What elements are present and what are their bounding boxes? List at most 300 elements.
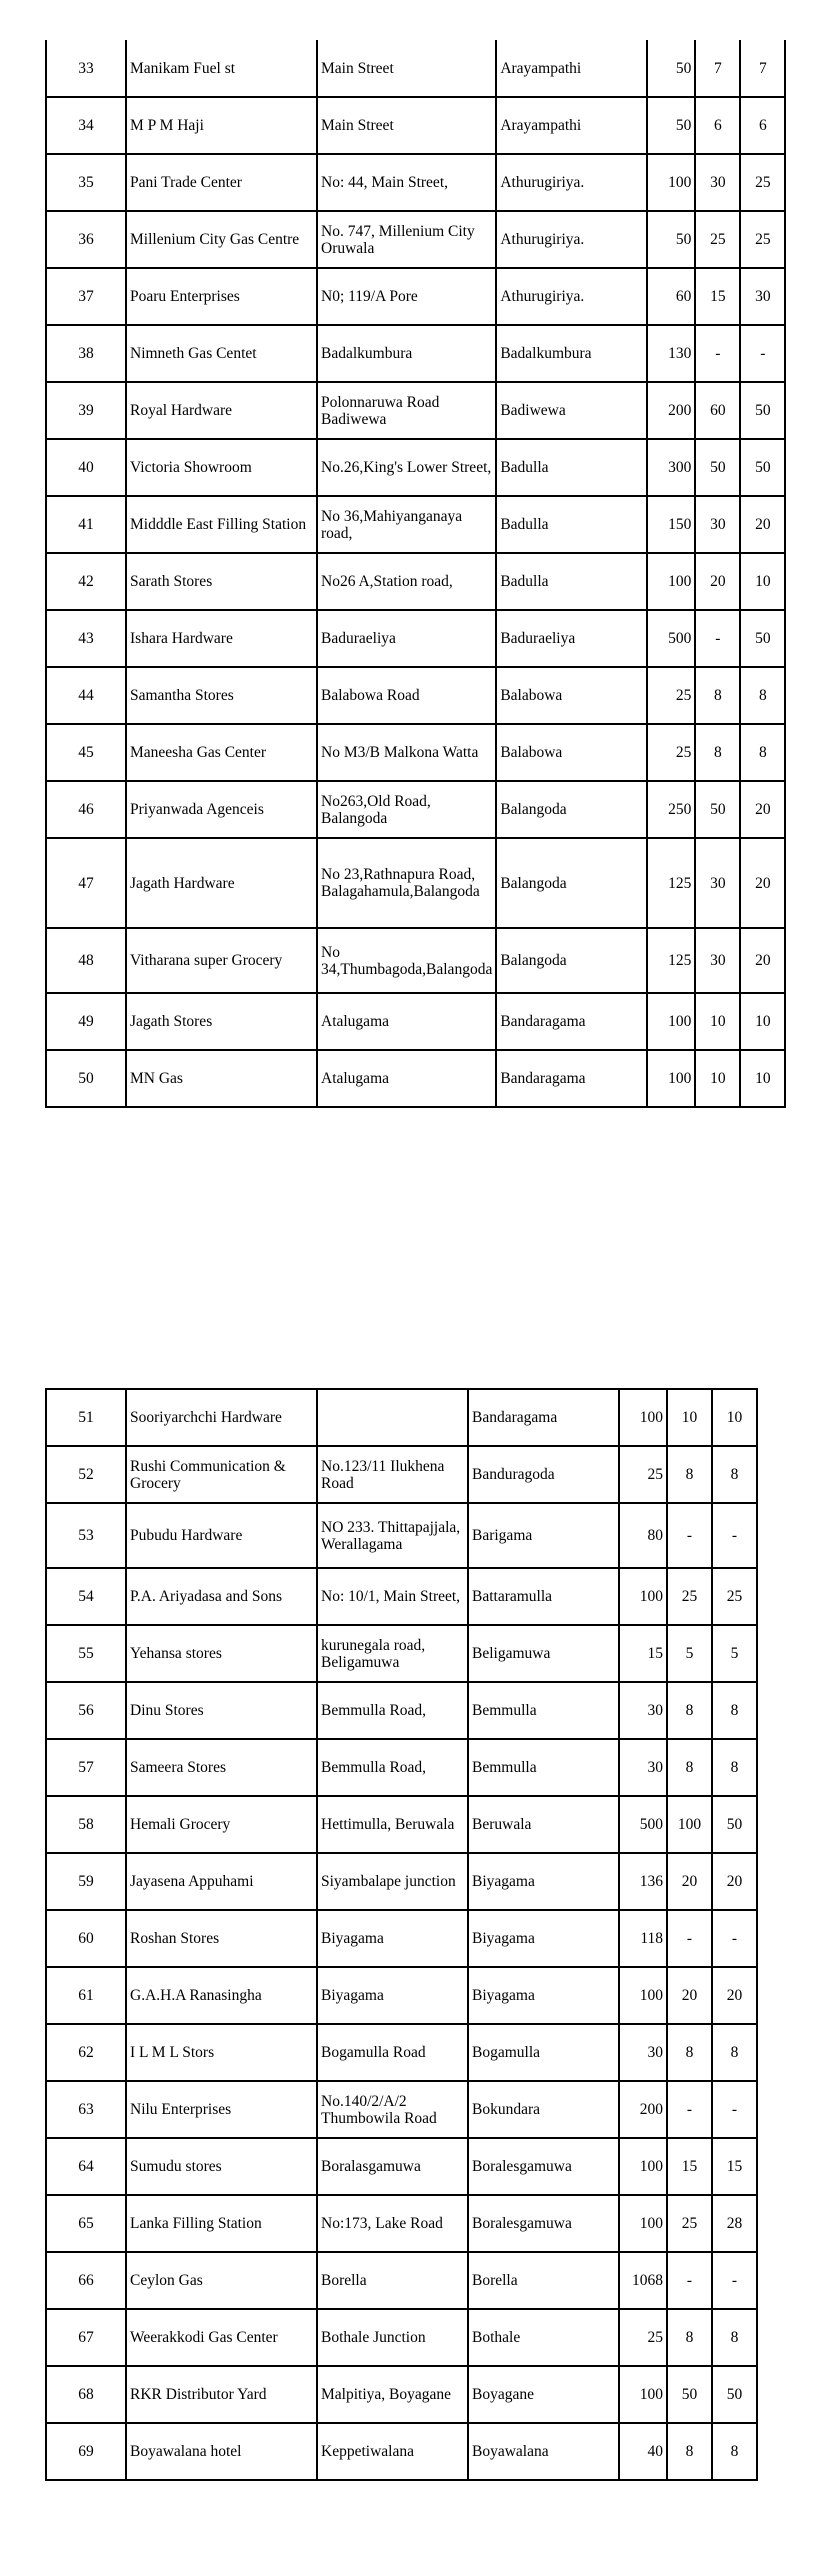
cell-address: kurunegala road, Beligamuwa bbox=[317, 1625, 468, 1682]
cell-no: 50 bbox=[46, 1050, 126, 1107]
cell-city: Bokundara bbox=[468, 2081, 619, 2138]
cell-city: Bothale bbox=[468, 2309, 619, 2366]
cell-no: 51 bbox=[46, 1389, 126, 1446]
cell-a: 40 bbox=[619, 2423, 667, 2480]
cell-no: 61 bbox=[46, 1967, 126, 2024]
cell-c: - bbox=[712, 1503, 757, 1568]
cell-a: 100 bbox=[619, 2195, 667, 2252]
table-row bbox=[46, 1682, 757, 1739]
cell-no: 36 bbox=[46, 211, 126, 268]
cell-b: 8 bbox=[667, 1682, 712, 1739]
cell-city: Borella bbox=[468, 2252, 619, 2309]
cell-name: Jayasena Appuhami bbox=[126, 1853, 317, 1910]
cell-b: 30 bbox=[695, 154, 740, 211]
cell-name: Roshan Stores bbox=[126, 1910, 317, 1967]
cell-c: 8 bbox=[740, 667, 785, 724]
cell-address: Siyambalape junction bbox=[317, 1853, 468, 1910]
cell-b: 100 bbox=[667, 1796, 712, 1853]
table-row bbox=[46, 838, 785, 928]
cell-address: No 36,Mahiyanganaya road, bbox=[317, 496, 496, 553]
cell-c: 25 bbox=[712, 1568, 757, 1625]
cell-city: Beruwala bbox=[468, 1796, 619, 1853]
table-row bbox=[46, 154, 785, 211]
cell-a: 200 bbox=[619, 2081, 667, 2138]
cell-name: Victoria Showroom bbox=[126, 439, 317, 496]
cell-a: 50 bbox=[647, 40, 695, 97]
cell-c: 8 bbox=[712, 1682, 757, 1739]
cell-city: Bandaragama bbox=[496, 1050, 647, 1107]
cell-no: 44 bbox=[46, 667, 126, 724]
cell-address: Balabowa Road bbox=[317, 667, 496, 724]
cell-b: - bbox=[695, 610, 740, 667]
cell-b: - bbox=[695, 325, 740, 382]
cell-b: 10 bbox=[695, 1050, 740, 1107]
cell-b: - bbox=[667, 1910, 712, 1967]
cell-name: MN Gas bbox=[126, 1050, 317, 1107]
cell-b: 30 bbox=[695, 838, 740, 928]
table-row bbox=[46, 928, 785, 993]
cell-address bbox=[317, 1389, 468, 1446]
cell-no: 43 bbox=[46, 610, 126, 667]
table-row bbox=[46, 2309, 757, 2366]
table-row bbox=[46, 40, 785, 97]
cell-no: 40 bbox=[46, 439, 126, 496]
cell-c: 8 bbox=[712, 2423, 757, 2480]
table-row bbox=[46, 610, 785, 667]
cell-city: Athurugiriya. bbox=[496, 154, 647, 211]
cell-name: Jagath Hardware bbox=[126, 838, 317, 928]
cell-name: Ishara Hardware bbox=[126, 610, 317, 667]
cell-c: 8 bbox=[712, 1739, 757, 1796]
table-row bbox=[46, 2252, 757, 2309]
cell-a: 150 bbox=[647, 496, 695, 553]
table-row bbox=[46, 724, 785, 781]
cell-name: Samantha Stores bbox=[126, 667, 317, 724]
cell-name: Yehansa stores bbox=[126, 1625, 317, 1682]
table-row bbox=[46, 1739, 757, 1796]
cell-address: No M3/B Malkona Watta bbox=[317, 724, 496, 781]
cell-city: Barigama bbox=[468, 1503, 619, 1568]
cell-city: Balangoda bbox=[496, 838, 647, 928]
cell-b: 15 bbox=[695, 268, 740, 325]
cell-name: Sooriyarchchi Hardware bbox=[126, 1389, 317, 1446]
cell-c: - bbox=[712, 2081, 757, 2138]
cell-name: Sumudu stores bbox=[126, 2138, 317, 2195]
cell-a: 118 bbox=[619, 1910, 667, 1967]
cell-no: 58 bbox=[46, 1796, 126, 1853]
cell-c: 50 bbox=[740, 382, 785, 439]
cell-address: NO 233. Thittapajjala, Werallagama bbox=[317, 1503, 468, 1568]
cell-no: 55 bbox=[46, 1625, 126, 1682]
cell-city: Badalkumbura bbox=[496, 325, 647, 382]
cell-name: Pani Trade Center bbox=[126, 154, 317, 211]
table-row bbox=[46, 1853, 757, 1910]
cell-c: 10 bbox=[740, 1050, 785, 1107]
cell-city: Bemmulla bbox=[468, 1739, 619, 1796]
cell-c: 20 bbox=[740, 496, 785, 553]
document-page-2 bbox=[0, 1388, 837, 2481]
cell-b: 8 bbox=[667, 1446, 712, 1503]
cell-address: Bemmulla Road, bbox=[317, 1739, 468, 1796]
cell-no: 53 bbox=[46, 1503, 126, 1568]
cell-address: No: 44, Main Street, bbox=[317, 154, 496, 211]
cell-address: Keppetiwalana bbox=[317, 2423, 468, 2480]
cell-a: 100 bbox=[647, 1050, 695, 1107]
cell-b: 8 bbox=[667, 2423, 712, 2480]
cell-c: 28 bbox=[712, 2195, 757, 2252]
cell-no: 45 bbox=[46, 724, 126, 781]
cell-name: Rushi Communication & Grocery bbox=[126, 1446, 317, 1503]
cell-city: Balangoda bbox=[496, 928, 647, 993]
cell-city: Athurugiriya. bbox=[496, 211, 647, 268]
cell-no: 62 bbox=[46, 2024, 126, 2081]
cell-no: 35 bbox=[46, 154, 126, 211]
cell-b: 8 bbox=[667, 2309, 712, 2366]
cell-b: 20 bbox=[695, 553, 740, 610]
cell-address: No: 10/1, Main Street, bbox=[317, 1568, 468, 1625]
cell-a: 300 bbox=[647, 439, 695, 496]
cell-name: Lanka Filling Station bbox=[126, 2195, 317, 2252]
cell-b: 20 bbox=[667, 1853, 712, 1910]
cell-address: No:173, Lake Road bbox=[317, 2195, 468, 2252]
cell-address: Main Street bbox=[317, 40, 496, 97]
cell-b: 50 bbox=[695, 781, 740, 838]
cell-no: 41 bbox=[46, 496, 126, 553]
cell-city: Bandaragama bbox=[496, 993, 647, 1050]
cell-city: Bemmulla bbox=[468, 1682, 619, 1739]
cell-c: 8 bbox=[712, 2024, 757, 2081]
cell-no: 46 bbox=[46, 781, 126, 838]
cell-city: Bogamulla bbox=[468, 2024, 619, 2081]
cell-c: 8 bbox=[712, 1446, 757, 1503]
cell-address: Main Street bbox=[317, 97, 496, 154]
cell-b: 50 bbox=[695, 439, 740, 496]
cell-b: 8 bbox=[695, 724, 740, 781]
document-page-1 bbox=[0, 40, 837, 1108]
table-row bbox=[46, 2138, 757, 2195]
table-row bbox=[46, 553, 785, 610]
cell-address: Boralasgamuwa bbox=[317, 2138, 468, 2195]
cell-b: 10 bbox=[695, 993, 740, 1050]
cell-name: Poaru Enterprises bbox=[126, 268, 317, 325]
cell-c: 50 bbox=[712, 2366, 757, 2423]
cell-c: 6 bbox=[740, 97, 785, 154]
cell-address: Badalkumbura bbox=[317, 325, 496, 382]
cell-a: 30 bbox=[619, 1739, 667, 1796]
table-row bbox=[46, 1967, 757, 2024]
cell-a: 15 bbox=[619, 1625, 667, 1682]
table-row bbox=[46, 2195, 757, 2252]
cell-a: 50 bbox=[647, 97, 695, 154]
cell-name: Royal Hardware bbox=[126, 382, 317, 439]
cell-name: Millenium City Gas Centre bbox=[126, 211, 317, 268]
cell-name: Midddle East Filling Station bbox=[126, 496, 317, 553]
cell-c: 20 bbox=[740, 781, 785, 838]
cell-c: 7 bbox=[740, 40, 785, 97]
cell-no: 38 bbox=[46, 325, 126, 382]
dealer-table bbox=[45, 40, 786, 1108]
cell-b: 20 bbox=[667, 1967, 712, 2024]
cell-no: 39 bbox=[46, 382, 126, 439]
cell-a: 100 bbox=[647, 154, 695, 211]
table-row bbox=[46, 1910, 757, 1967]
table-row bbox=[46, 1568, 757, 1625]
cell-a: 80 bbox=[619, 1503, 667, 1568]
cell-b: - bbox=[667, 2252, 712, 2309]
table-row bbox=[46, 439, 785, 496]
cell-c: 30 bbox=[740, 268, 785, 325]
cell-a: 125 bbox=[647, 838, 695, 928]
cell-city: Biyagama bbox=[468, 1910, 619, 1967]
cell-c: 10 bbox=[740, 993, 785, 1050]
cell-city: Athurugiriya. bbox=[496, 268, 647, 325]
cell-no: 34 bbox=[46, 97, 126, 154]
table-row bbox=[46, 268, 785, 325]
cell-no: 54 bbox=[46, 1568, 126, 1625]
table-row bbox=[46, 97, 785, 154]
cell-no: 60 bbox=[46, 1910, 126, 1967]
cell-city: Biyagama bbox=[468, 1853, 619, 1910]
cell-city: Badulla bbox=[496, 439, 647, 496]
cell-c: 5 bbox=[712, 1625, 757, 1682]
cell-address: Bogamulla Road bbox=[317, 2024, 468, 2081]
cell-name: Ceylon Gas bbox=[126, 2252, 317, 2309]
cell-b: - bbox=[667, 1503, 712, 1568]
cell-address: No26 A,Station road, bbox=[317, 553, 496, 610]
table-row bbox=[46, 382, 785, 439]
cell-name: Hemali Grocery bbox=[126, 1796, 317, 1853]
table-row bbox=[46, 1389, 757, 1446]
cell-a: 100 bbox=[647, 993, 695, 1050]
cell-a: 25 bbox=[619, 2309, 667, 2366]
cell-name: RKR Distributor Yard bbox=[126, 2366, 317, 2423]
cell-city: Badulla bbox=[496, 496, 647, 553]
cell-name: Priyanwada Agenceis bbox=[126, 781, 317, 838]
cell-no: 66 bbox=[46, 2252, 126, 2309]
cell-city: Boyagane bbox=[468, 2366, 619, 2423]
cell-a: 25 bbox=[647, 724, 695, 781]
cell-no: 65 bbox=[46, 2195, 126, 2252]
cell-a: 60 bbox=[647, 268, 695, 325]
cell-city: Battaramulla bbox=[468, 1568, 619, 1625]
cell-b: 25 bbox=[667, 1568, 712, 1625]
cell-c: 8 bbox=[712, 2309, 757, 2366]
cell-a: 30 bbox=[619, 1682, 667, 1739]
cell-a: 200 bbox=[647, 382, 695, 439]
cell-a: 130 bbox=[647, 325, 695, 382]
table-row bbox=[46, 496, 785, 553]
cell-address: No.26,King's Lower Street, bbox=[317, 439, 496, 496]
cell-name: I L M L Stors bbox=[126, 2024, 317, 2081]
cell-c: 50 bbox=[740, 439, 785, 496]
cell-c: - bbox=[712, 2252, 757, 2309]
table-row bbox=[46, 1446, 757, 1503]
table-row bbox=[46, 1503, 757, 1568]
cell-b: 6 bbox=[695, 97, 740, 154]
cell-name: M P M Haji bbox=[126, 97, 317, 154]
cell-name: G.A.H.A Ranasingha bbox=[126, 1967, 317, 2024]
cell-no: 67 bbox=[46, 2309, 126, 2366]
cell-a: 30 bbox=[619, 2024, 667, 2081]
cell-city: Badulla bbox=[496, 553, 647, 610]
cell-a: 50 bbox=[647, 211, 695, 268]
cell-c: 15 bbox=[712, 2138, 757, 2195]
cell-address: Bothale Junction bbox=[317, 2309, 468, 2366]
cell-b: 25 bbox=[695, 211, 740, 268]
cell-c: 8 bbox=[740, 724, 785, 781]
cell-name: Pubudu Hardware bbox=[126, 1503, 317, 1568]
cell-c: 20 bbox=[712, 1967, 757, 2024]
cell-b: 15 bbox=[667, 2138, 712, 2195]
cell-address: No 23,Rathnapura Road, Balagahamula,Balangoda bbox=[317, 838, 496, 928]
cell-c: 25 bbox=[740, 154, 785, 211]
cell-c: - bbox=[712, 1910, 757, 1967]
cell-name: Jagath Stores bbox=[126, 993, 317, 1050]
cell-address: Baduraeliya bbox=[317, 610, 496, 667]
cell-no: 68 bbox=[46, 2366, 126, 2423]
table-row bbox=[46, 325, 785, 382]
cell-no: 56 bbox=[46, 1682, 126, 1739]
cell-address: Hettimulla, Beruwala bbox=[317, 1796, 468, 1853]
cell-address: No263,Old Road, Balangoda bbox=[317, 781, 496, 838]
cell-name: Dinu Stores bbox=[126, 1682, 317, 1739]
cell-city: Boyawalana bbox=[468, 2423, 619, 2480]
cell-b: 8 bbox=[695, 667, 740, 724]
cell-city: Beligamuwa bbox=[468, 1625, 619, 1682]
cell-no: 37 bbox=[46, 268, 126, 325]
cell-a: 100 bbox=[619, 1967, 667, 2024]
cell-name: Maneesha Gas Center bbox=[126, 724, 317, 781]
cell-c: 20 bbox=[740, 838, 785, 928]
cell-b: 30 bbox=[695, 496, 740, 553]
cell-b: 5 bbox=[667, 1625, 712, 1682]
cell-city: Boralesgamuwa bbox=[468, 2138, 619, 2195]
cell-c: 25 bbox=[740, 211, 785, 268]
cell-no: 47 bbox=[46, 838, 126, 928]
table-row bbox=[46, 1625, 757, 1682]
cell-address: No.123/11 Ilukhena Road bbox=[317, 1446, 468, 1503]
table-row bbox=[46, 2081, 757, 2138]
cell-city: Banduragoda bbox=[468, 1446, 619, 1503]
cell-no: 52 bbox=[46, 1446, 126, 1503]
cell-b: 7 bbox=[695, 40, 740, 97]
cell-a: 25 bbox=[647, 667, 695, 724]
cell-c: 50 bbox=[712, 1796, 757, 1853]
cell-a: 25 bbox=[619, 1446, 667, 1503]
table-row bbox=[46, 2024, 757, 2081]
cell-name: Manikam Fuel st bbox=[126, 40, 317, 97]
cell-city: Arayampathi bbox=[496, 40, 647, 97]
cell-a: 500 bbox=[647, 610, 695, 667]
cell-name: Boyawalana hotel bbox=[126, 2423, 317, 2480]
cell-c: 10 bbox=[740, 553, 785, 610]
cell-b: 25 bbox=[667, 2195, 712, 2252]
cell-address: Biyagama bbox=[317, 1910, 468, 1967]
dealer-table bbox=[45, 1388, 758, 2481]
cell-address: No. 747, Millenium City Oruwala bbox=[317, 211, 496, 268]
cell-city: Badiwewa bbox=[496, 382, 647, 439]
table-row bbox=[46, 1050, 785, 1107]
cell-b: 8 bbox=[667, 1739, 712, 1796]
cell-c: 50 bbox=[740, 610, 785, 667]
cell-address: N0; 119/A Pore bbox=[317, 268, 496, 325]
cell-a: 100 bbox=[619, 1389, 667, 1446]
cell-no: 49 bbox=[46, 993, 126, 1050]
table-row bbox=[46, 993, 785, 1050]
cell-b: 60 bbox=[695, 382, 740, 439]
cell-city: Baduraeliya bbox=[496, 610, 647, 667]
cell-a: 100 bbox=[619, 1568, 667, 1625]
cell-address: Borella bbox=[317, 2252, 468, 2309]
cell-c: 20 bbox=[740, 928, 785, 993]
cell-no: 42 bbox=[46, 553, 126, 610]
cell-address: Bemmulla Road, bbox=[317, 1682, 468, 1739]
cell-address: Polonnaruwa Road Badiwewa bbox=[317, 382, 496, 439]
cell-a: 500 bbox=[619, 1796, 667, 1853]
cell-c: 10 bbox=[712, 1389, 757, 1446]
table-row bbox=[46, 1796, 757, 1853]
cell-city: Arayampathi bbox=[496, 97, 647, 154]
cell-b: 30 bbox=[695, 928, 740, 993]
table-row bbox=[46, 2366, 757, 2423]
cell-c: - bbox=[740, 325, 785, 382]
cell-a: 100 bbox=[647, 553, 695, 610]
cell-city: Balabowa bbox=[496, 667, 647, 724]
cell-address: Biyagama bbox=[317, 1967, 468, 2024]
cell-no: 48 bbox=[46, 928, 126, 993]
cell-name: Nilu Enterprises bbox=[126, 2081, 317, 2138]
cell-name: Nimneth Gas Centet bbox=[126, 325, 317, 382]
cell-city: Boralesgamuwa bbox=[468, 2195, 619, 2252]
cell-b: 10 bbox=[667, 1389, 712, 1446]
cell-no: 63 bbox=[46, 2081, 126, 2138]
table-row bbox=[46, 211, 785, 268]
cell-a: 250 bbox=[647, 781, 695, 838]
cell-a: 100 bbox=[619, 2138, 667, 2195]
cell-city: Balangoda bbox=[496, 781, 647, 838]
cell-no: 69 bbox=[46, 2423, 126, 2480]
cell-name: Weerakkodi Gas Center bbox=[126, 2309, 317, 2366]
cell-name: Sameera Stores bbox=[126, 1739, 317, 1796]
cell-address: Malpitiya, Boyagane bbox=[317, 2366, 468, 2423]
cell-address: Atalugama bbox=[317, 993, 496, 1050]
cell-name: Sarath Stores bbox=[126, 553, 317, 610]
table-row bbox=[46, 2423, 757, 2480]
table-row bbox=[46, 667, 785, 724]
cell-no: 57 bbox=[46, 1739, 126, 1796]
cell-no: 33 bbox=[46, 40, 126, 97]
cell-a: 125 bbox=[647, 928, 695, 993]
cell-city: Biyagama bbox=[468, 1967, 619, 2024]
cell-name: Vitharana super Grocery bbox=[126, 928, 317, 993]
cell-c: 20 bbox=[712, 1853, 757, 1910]
cell-no: 64 bbox=[46, 2138, 126, 2195]
cell-a: 136 bbox=[619, 1853, 667, 1910]
cell-b: 50 bbox=[667, 2366, 712, 2423]
cell-no: 59 bbox=[46, 1853, 126, 1910]
cell-a: 100 bbox=[619, 2366, 667, 2423]
cell-b: - bbox=[667, 2081, 712, 2138]
cell-address: No 34,Thumbagoda,Balangoda bbox=[317, 928, 496, 993]
cell-city: Balabowa bbox=[496, 724, 647, 781]
cell-b: 8 bbox=[667, 2024, 712, 2081]
cell-city: Bandaragama bbox=[468, 1389, 619, 1446]
cell-address: No.140/2/A/2 Thumbowila Road bbox=[317, 2081, 468, 2138]
cell-address: Atalugama bbox=[317, 1050, 496, 1107]
cell-name: P.A. Ariyadasa and Sons bbox=[126, 1568, 317, 1625]
table-row bbox=[46, 781, 785, 838]
cell-a: 1068 bbox=[619, 2252, 667, 2309]
